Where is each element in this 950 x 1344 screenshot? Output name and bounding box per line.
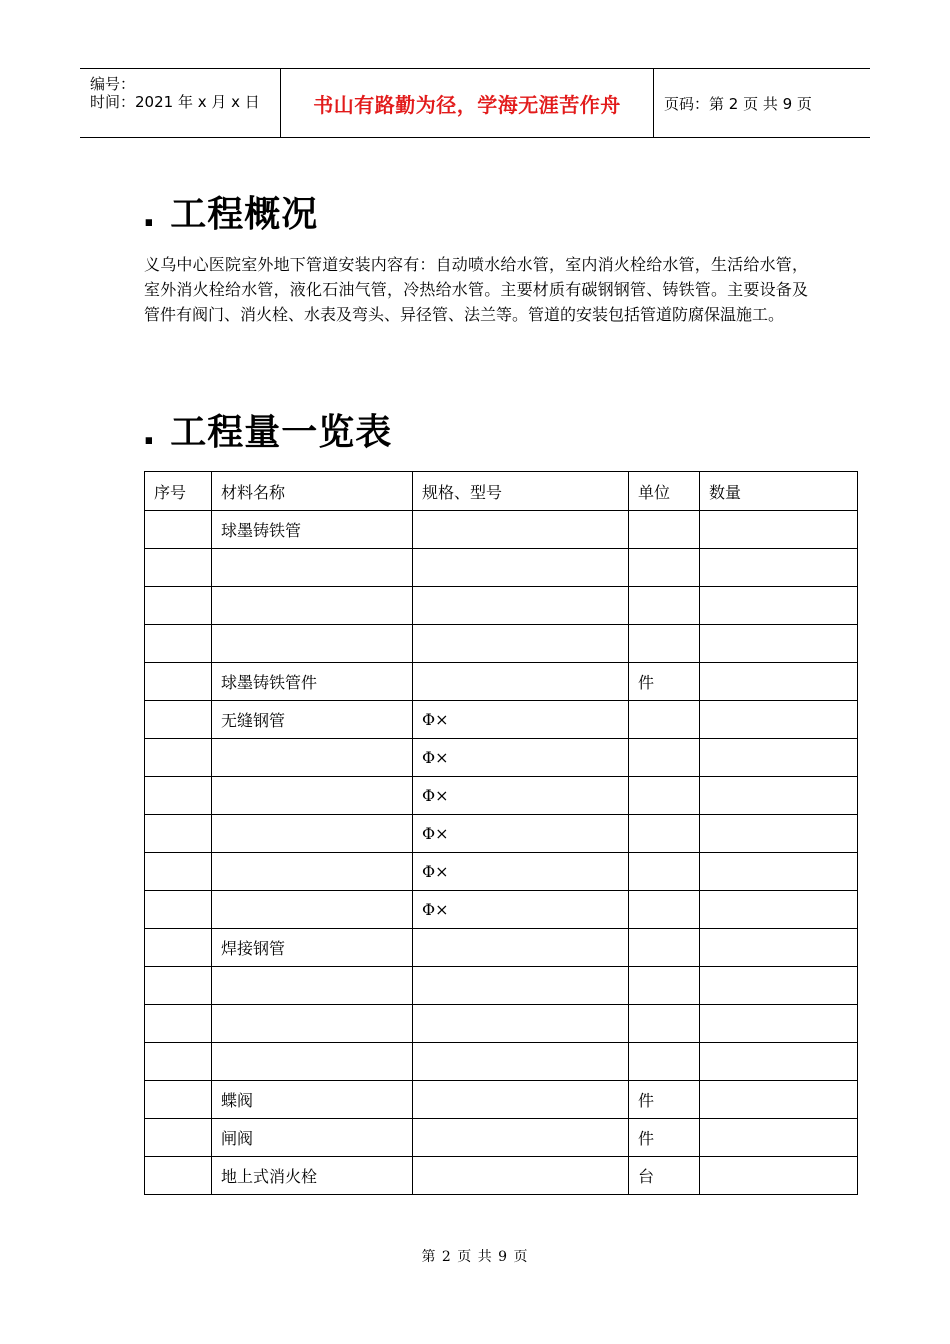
cell-unit [629,701,700,739]
cell-unit [629,815,700,853]
table-row [145,701,858,739]
section-title-quantity-table: . 工程量一览表 [142,412,393,453]
cell-quantity [700,777,858,815]
table-row [145,1043,858,1081]
table-row [145,1081,858,1119]
table-header-row [145,472,858,511]
table-row [145,511,858,549]
cell-index [145,1081,212,1119]
table-row [145,663,858,701]
cell-unit [629,1005,700,1043]
cell-index [145,663,212,701]
cell-quantity [700,549,858,587]
table-row [145,625,858,663]
cell-material [212,1005,413,1043]
cell-index [145,701,212,739]
cell-material [212,1043,413,1081]
cell-index [145,967,212,1005]
cell-index [145,1043,212,1081]
cell-unit: 台 [629,1157,700,1195]
cell-quantity [700,1005,858,1043]
cell-spec: Φ× [413,891,629,929]
table-row [145,967,858,1005]
cell-unit [629,739,700,777]
cell-quantity [700,701,858,739]
cell-index [145,1005,212,1043]
cell-quantity [700,1081,858,1119]
cell-index [145,739,212,777]
cell-spec [413,1043,629,1081]
cell-spec [413,967,629,1005]
cell-index [145,891,212,929]
header-motto-cell [281,69,654,137]
section-title-overview: . 工程概况 [142,194,319,235]
cell-material: 无缝钢管 [212,701,413,739]
cell-spec [413,1081,629,1119]
cell-material [212,967,413,1005]
cell-index [145,1157,212,1195]
cell-spec: Φ× [413,701,629,739]
overview-paragraph: 义乌中心医院室外地下管道安装内容有：自动喷水给水管，室内消火栓给水管，生活给水管，室外消火栓给水管，液化石油气管，冷热给水管。主要材质有碳钢钢管、铸铁管。主要设备及管件有阀门、消火栓、水表及弯头、异径管、法兰等。管道的安装包括管道防腐保温施工。 [144,255,808,324]
cell-material [212,625,413,663]
cell-material [212,853,413,891]
time-label: 时间：2021 年 x 月 x 日 [90,93,260,111]
cell-quantity [700,1119,858,1157]
table-row [145,1005,858,1043]
cell-index [145,625,212,663]
cell-quantity [700,625,858,663]
cell-quantity [700,739,858,777]
cell-spec [413,511,629,549]
cell-index [145,853,212,891]
cell-index [145,1119,212,1157]
cell-unit [629,777,700,815]
cell-index [145,815,212,853]
cell-index [145,549,212,587]
cell-material: 焊接钢管 [212,929,413,967]
cell-quantity [700,1043,858,1081]
cell-quantity [700,1157,858,1195]
cell-material [212,815,413,853]
table-row [145,891,858,929]
cell-quantity [700,967,858,1005]
cell-spec: Φ× [413,853,629,891]
table-row [145,1119,858,1157]
header-cell-material: 材料名称 [212,472,413,511]
cell-material: 球墨铸铁管 [212,511,413,549]
table-row [145,587,858,625]
cell-index [145,929,212,967]
cell-material [212,739,413,777]
number-label: 编号： [90,75,136,93]
page-footer: 第 2 页 共 9 页 [421,1249,529,1265]
cell-material [212,891,413,929]
cell-unit [629,891,700,929]
cell-quantity [700,663,858,701]
cell-quantity [700,853,858,891]
table-row [145,777,858,815]
cell-index [145,511,212,549]
cell-material: 地上式消火栓 [212,1157,413,1195]
cell-unit: 件 [629,1081,700,1119]
cell-unit [629,625,700,663]
cell-spec [413,1119,629,1157]
cell-unit [629,587,700,625]
cell-unit [629,853,700,891]
table-row [145,549,858,587]
cell-material: 球墨铸铁管件 [212,663,413,701]
cell-quantity [700,587,858,625]
cell-index [145,777,212,815]
cell-unit [629,1043,700,1081]
cell-spec [413,625,629,663]
cell-quantity [700,815,858,853]
cell-spec [413,1005,629,1043]
cell-unit: 件 [629,663,700,701]
table-row [145,929,858,967]
cell-spec: Φ× [413,777,629,815]
header-cell-spec: 规格、型号 [413,472,629,511]
cell-spec [413,1157,629,1195]
cell-spec: Φ× [413,739,629,777]
cell-material [212,549,413,587]
table-row [145,853,858,891]
motto-text: 书山有路勤为径，学海无涯苦作舟 [313,92,621,117]
cell-index [145,587,212,625]
cell-material: 闸阀 [212,1119,413,1157]
cell-unit [629,549,700,587]
header-cell-index: 序号 [145,472,212,511]
cell-material [212,587,413,625]
cell-spec [413,663,629,701]
cell-quantity [700,511,858,549]
cell-material [212,777,413,815]
table-row [145,739,858,777]
header-cell-quantity: 数量 [700,472,858,511]
header-cell-unit: 单位 [629,472,700,511]
header-page-info: 页码：第 2 页 共 9 页 [664,94,812,113]
cell-unit: 件 [629,1119,700,1157]
cell-quantity [700,891,858,929]
cell-spec [413,929,629,967]
cell-unit [629,929,700,967]
cell-spec [413,587,629,625]
cell-quantity [700,929,858,967]
table-row [145,815,858,853]
cell-unit [629,511,700,549]
table-row [145,1157,858,1195]
quantity-table [144,471,858,1195]
cell-material: 蝶阀 [212,1081,413,1119]
cell-spec: Φ× [413,815,629,853]
document-header [80,68,870,138]
cell-unit [629,967,700,1005]
header-meta-cell [80,69,281,137]
cell-spec [413,549,629,587]
